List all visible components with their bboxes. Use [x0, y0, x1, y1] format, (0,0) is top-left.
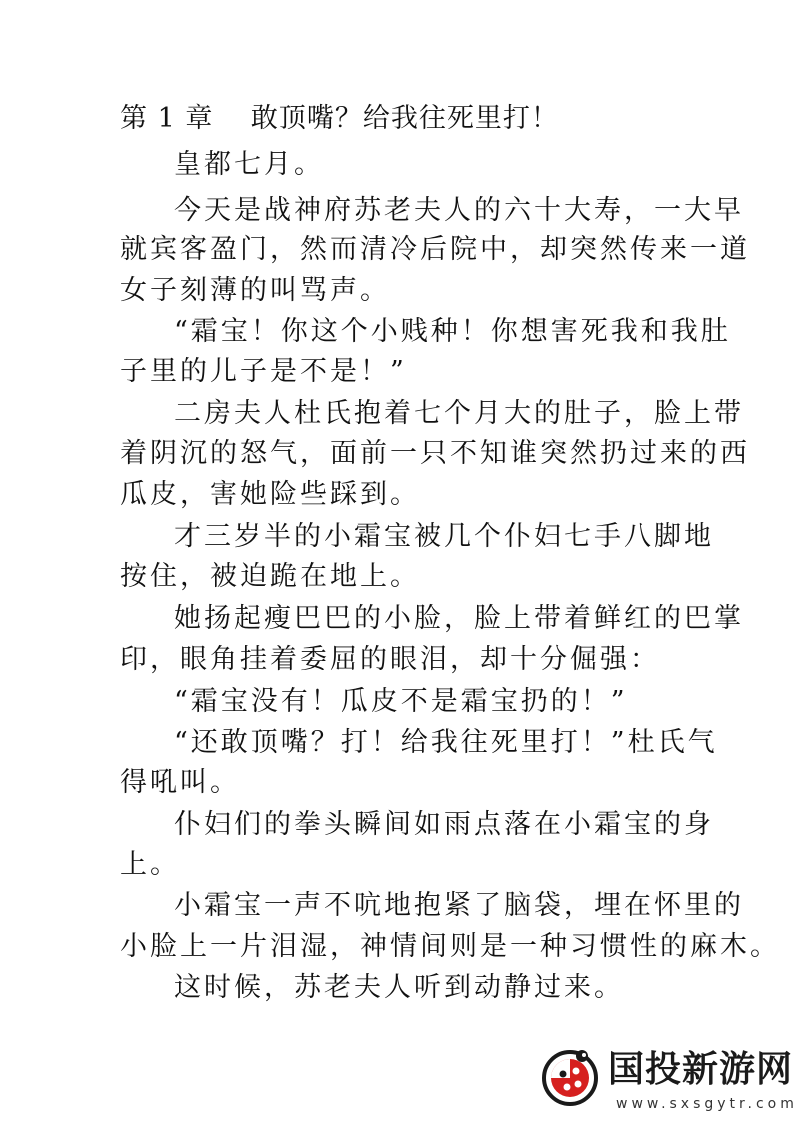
paragraph-line: 上。 — [120, 849, 180, 880]
paragraph-line: 印，眼角挂着委屈的眼泪，却十分倔强： — [120, 644, 660, 675]
paragraph-line: 得吼叫。 — [120, 767, 240, 798]
paragraph-line: 子里的儿子是不是！” — [120, 356, 407, 387]
paragraph-line: 瓜皮，害她险些踩到。 — [120, 479, 420, 510]
paragraph-line: 着阴沉的怒气，面前一只不知谁突然扔过来的西 — [120, 438, 750, 469]
paragraph-line: 她扬起瘦巴巴的小脸，脸上带着鲜红的巴掌 — [174, 603, 744, 634]
paragraph-line: 仆妇们的拳头瞬间如雨点落在小霜宝的身 — [174, 809, 714, 840]
watermark-brand: 国投新游网 — [608, 1049, 794, 1090]
paragraph-line: 二房夫人杜氏抱着七个月大的肚子，脸上带 — [174, 398, 744, 429]
paragraph-line: 今天是战神府苏老夫人的六十大寿，一大早 — [174, 195, 744, 226]
paragraph-line: 小霜宝一声不吭地抱紧了脑袋，埋在怀里的 — [174, 890, 744, 921]
site-watermark — [538, 1034, 798, 1124]
paragraph-line: 才三岁半的小霜宝被几个仆妇七手八脚地 — [174, 521, 714, 552]
paragraph-line: 就宾客盈门，然而清冷后院中，却突然传来一道 — [120, 234, 750, 265]
ladybug-icon — [538, 1044, 602, 1108]
paragraph-line: 女子刻薄的叫骂声。 — [120, 275, 390, 306]
paragraph-line: “霜宝没有！瓜皮不是霜宝扔的！” — [174, 686, 628, 717]
paragraph-line: 小脸上一片泪湿，神情间则是一种习惯性的麻木。 — [120, 931, 780, 962]
paragraph-line: 按住，被迫跪在地上。 — [120, 561, 420, 592]
paragraph-line: “还敢顶嘴？打！给我往死里打！”杜氏气 — [174, 727, 718, 758]
paragraph-line: “霜宝！你这个小贱种！你想害死我和我肚 — [174, 316, 731, 347]
paragraph-line: 这时候，苏老夫人听到动静过来。 — [174, 972, 624, 1003]
watermark-url: www.sxsgytr.com — [616, 1096, 798, 1112]
paragraph-line: 皇都七月。 — [174, 149, 324, 180]
chapter-title: 第 1 章 敢顶嘴？给我往死里打！ — [120, 103, 559, 134]
